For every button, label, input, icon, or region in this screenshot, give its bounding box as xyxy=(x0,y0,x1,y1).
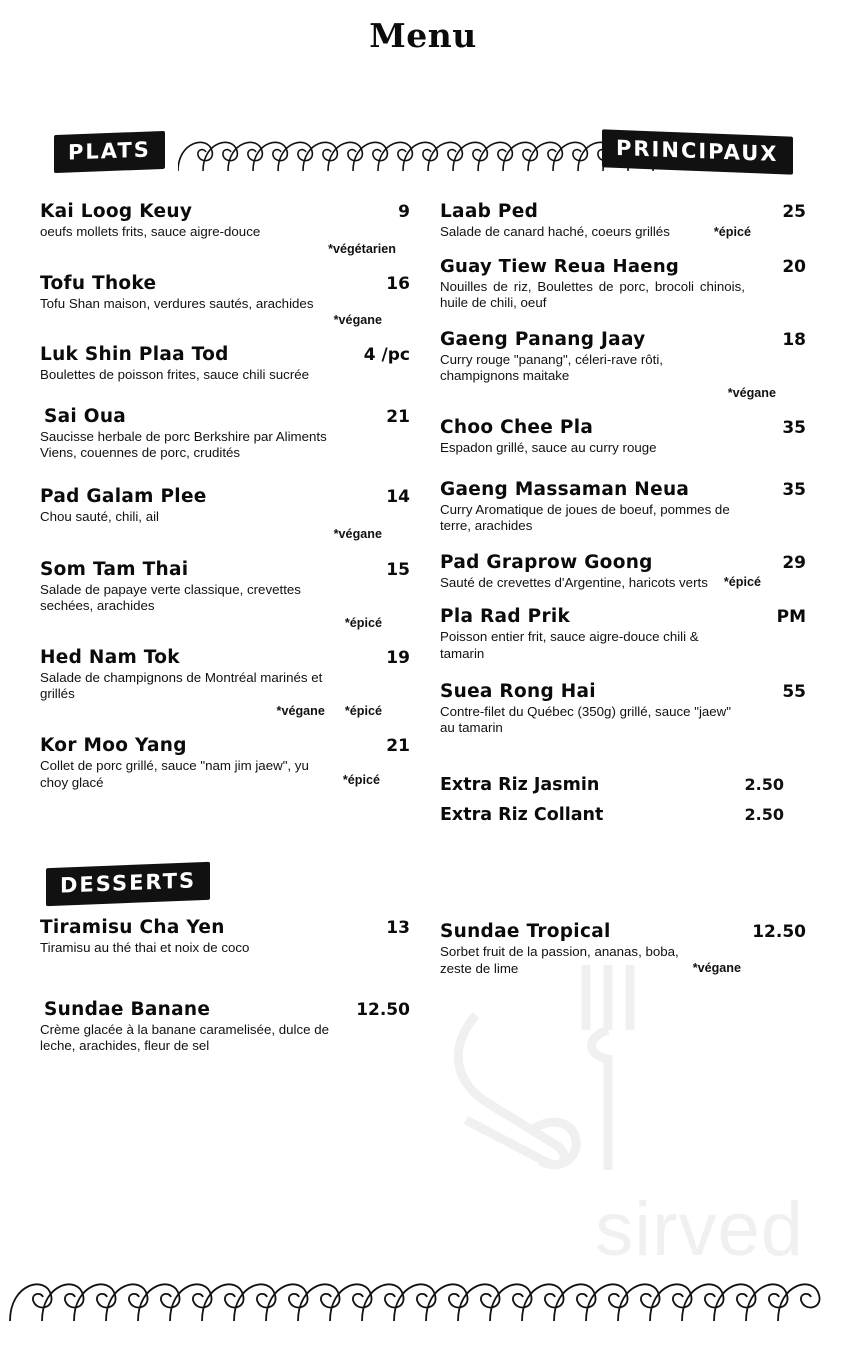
item-name: Suea Rong Hai xyxy=(439,680,596,702)
extra-row xyxy=(440,775,784,795)
extra-name: Extra Riz Jasmin xyxy=(439,774,600,795)
menu-item xyxy=(40,559,410,630)
item-description: Salade de champignons de Montréal marinés et grillés xyxy=(40,669,323,702)
menu-item xyxy=(440,201,806,239)
item-name: Choo Chee Pla xyxy=(439,417,594,439)
menu-item xyxy=(40,647,410,718)
item-price: 21 xyxy=(386,736,410,757)
desserts-columns xyxy=(0,913,846,1072)
item-name: Tiramisu Cha Yen xyxy=(40,916,225,938)
item-price: 4 /pc xyxy=(363,345,410,366)
item-price: 20 xyxy=(782,256,806,277)
item-name: Kai Loog Keuy xyxy=(40,201,193,222)
item-price: 35 xyxy=(782,418,806,439)
item-price: 19 xyxy=(386,647,410,668)
item-price: 13 xyxy=(386,917,410,938)
wave-divider-top xyxy=(178,131,670,177)
plats-right-column xyxy=(430,201,806,835)
plats-tag: PLATS xyxy=(54,131,165,173)
item-name: Pad Graprow Goong xyxy=(439,551,653,573)
plats-left-column xyxy=(40,201,416,835)
item-name: Sundae Banane xyxy=(44,998,211,1020)
item-price: PM xyxy=(776,607,806,628)
menu-item xyxy=(40,999,410,1055)
item-description: Sauté de crevettes d'Argentine, haricots verts xyxy=(439,574,708,590)
desserts-left-column xyxy=(40,917,416,1072)
item-description: oeufs mollets frits, sauce aigre-douce xyxy=(40,224,261,239)
menu-item xyxy=(40,735,410,790)
plats-columns xyxy=(0,183,846,835)
extra-row xyxy=(440,805,784,825)
menu-item xyxy=(440,256,806,312)
item-name: Laab Ped xyxy=(439,201,539,222)
item-name: Guay Tiew Reua Haeng xyxy=(439,255,680,277)
item-price: 55 xyxy=(782,681,806,702)
item-description: Chou sauté, chili, ail xyxy=(40,509,159,525)
desserts-section-header xyxy=(0,861,846,913)
item-tag: *végane xyxy=(276,704,325,719)
extras-list xyxy=(440,775,806,825)
menu-item xyxy=(40,917,410,957)
item-price: 12.50 xyxy=(356,999,410,1020)
item-description: Salade de canard haché, coeurs grillés xyxy=(439,224,670,239)
menu-item xyxy=(40,406,410,462)
item-description: Sorbet fruit de la passion, ananas, boba, zeste de lime xyxy=(439,943,679,976)
item-description: Salade de papaye verte classique, crevettes sechées, arachides xyxy=(40,581,301,614)
item-tag: *épicé xyxy=(344,615,382,630)
item-tag: *épicé xyxy=(344,704,382,719)
sirved-watermark: sirved xyxy=(595,1187,804,1272)
item-name: Som Tam Thai xyxy=(40,558,189,580)
item-tag: *épicé xyxy=(723,575,761,590)
desserts-tag: DESSERTS xyxy=(46,862,210,906)
item-description: Contre-filet du Québec (350g) grillé, sauce "jaew" au tamarin xyxy=(439,703,732,736)
item-tag: *végane xyxy=(333,313,382,328)
item-name: Sai Oua xyxy=(44,405,127,427)
plats-section-header xyxy=(0,127,846,183)
item-description: Curry Aromatique de joues de boeuf, pommes de terre, arachides xyxy=(439,501,730,534)
item-name: Gaeng Massaman Neua xyxy=(439,478,690,500)
item-price: 14 xyxy=(386,487,410,508)
item-name: Kor Moo Yang xyxy=(40,735,187,757)
item-name: Luk Shin Plaa Tod xyxy=(40,344,229,366)
menu-item xyxy=(440,921,806,975)
extra-price: 2.50 xyxy=(744,774,784,794)
menu-item xyxy=(440,681,806,737)
item-price: 16 xyxy=(386,273,410,294)
item-tag: *végane xyxy=(333,526,382,541)
item-name: Pad Galam Plee xyxy=(40,486,207,508)
item-price: 18 xyxy=(782,329,806,350)
item-price: 25 xyxy=(782,202,806,222)
item-description: Espadon grillé, sauce au curry rouge xyxy=(439,440,657,456)
item-name: Sundae Tropical xyxy=(439,920,611,942)
item-price: 35 xyxy=(782,479,806,500)
item-description: Curry rouge "panang", céleri-rave rôti, champignons maitake xyxy=(439,351,663,384)
menu-item xyxy=(440,606,806,662)
page-title: Menu xyxy=(369,16,477,55)
item-description: Nouilles de riz, Boulettes de porc, brocoli chinois, huile de chili, oeuf xyxy=(439,278,745,311)
item-price: 12.50 xyxy=(752,921,806,942)
menu-item xyxy=(440,552,806,590)
item-description: Crème glacée à la banane caramelisée, dulce de leche, arachides, fleur de sel xyxy=(40,1021,330,1054)
item-description: Tiramisu au thé thai et noix de coco xyxy=(40,939,250,955)
item-name: Hed Nam Tok xyxy=(40,646,180,668)
menu-item xyxy=(40,273,410,328)
item-price: 29 xyxy=(782,552,806,573)
menu-item xyxy=(440,479,806,535)
item-price: 9 xyxy=(398,202,410,222)
wave-divider-bottom xyxy=(0,1271,846,1327)
menu-item xyxy=(40,201,410,256)
item-description: Tofu Shan maison, verdures sautés, arachides xyxy=(40,295,314,311)
item-name: Tofu Thoke xyxy=(40,272,157,294)
principaux-tag: PRINCIPAUX xyxy=(602,129,793,174)
menu-item xyxy=(40,344,410,384)
item-tag: *épicé xyxy=(713,224,751,239)
item-description: Saucisse herbale de porc Berkshire par Aliments Viens, couennes de porc, crudités xyxy=(40,428,327,461)
menu-item xyxy=(440,417,806,457)
item-name: Gaeng Panang Jaay xyxy=(439,328,646,350)
extra-name: Extra Riz Collant xyxy=(439,804,604,825)
item-tag: *épicé xyxy=(342,773,380,788)
item-description: Collet de porc grillé, sauce "nam jim jaew", yu choy glacé xyxy=(40,758,309,790)
item-price: 15 xyxy=(386,559,410,580)
item-price: 21 xyxy=(386,406,410,427)
menu-item xyxy=(40,486,410,541)
item-tag: *végane xyxy=(727,386,776,401)
desserts-right-column xyxy=(430,917,806,1072)
item-tag: *végétarien xyxy=(328,241,396,256)
item-name: Pla Rad Prik xyxy=(439,606,571,628)
menu-item xyxy=(440,329,806,400)
item-description: Boulettes de poisson frites, sauce chili sucrée xyxy=(40,367,310,383)
item-tag: *végane xyxy=(692,961,741,976)
extra-price: 2.50 xyxy=(744,804,784,824)
item-description: Poisson entier frit, sauce aigre-douce chili & tamarin xyxy=(439,629,699,662)
